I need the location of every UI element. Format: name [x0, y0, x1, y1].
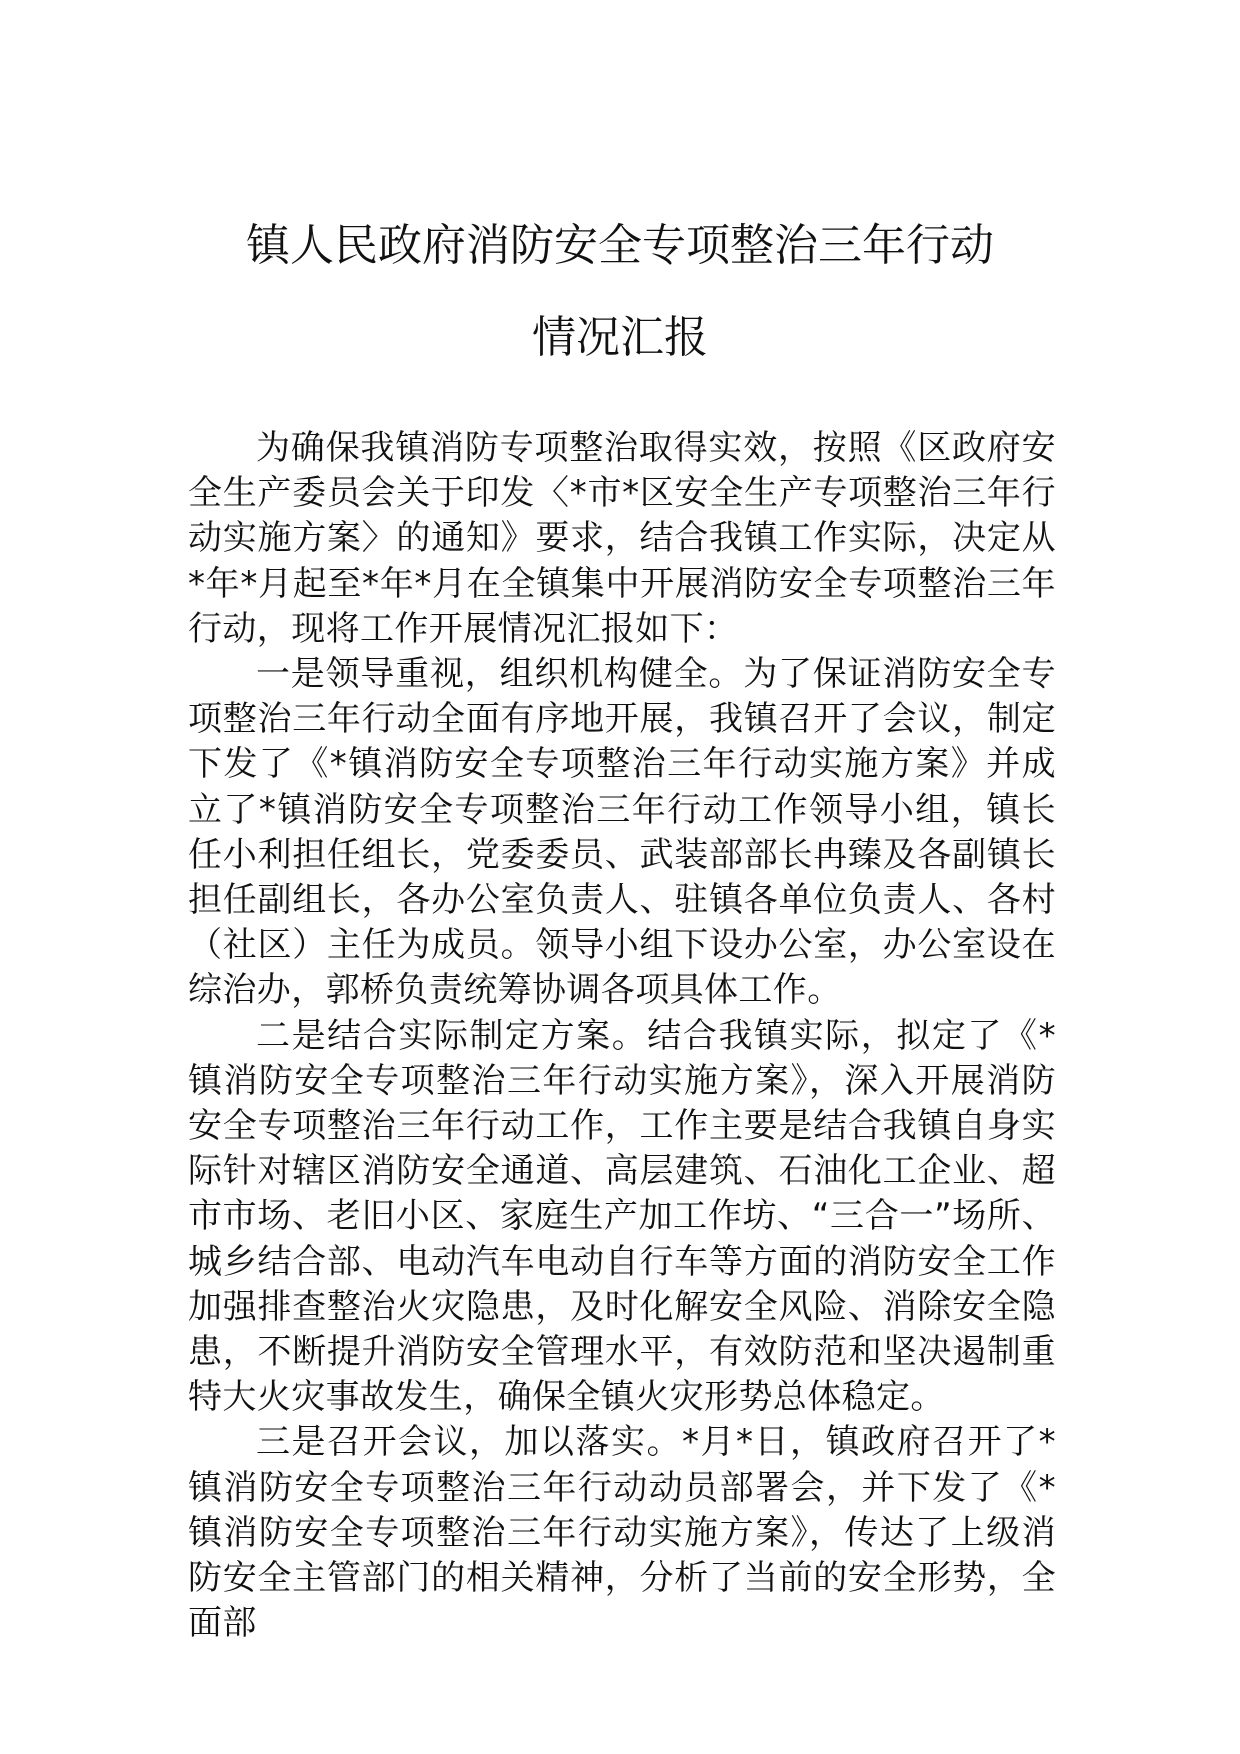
paragraph-intro: 为确保我镇消防专项整治取得实效，按照《区政府安全生产委员会关于印发〈*市*区安全生产专项整治三年行动实施方案〉的通知》要求，结合我镇工作实际，决定从*年*月起至*年*月在全镇集中开展消防安全专项整治三年行动，现将工作开展情况汇报如下：	[188, 428, 1056, 649]
paragraph-point-3: 三是召开会议，加以落实。*月*日，镇政府召开了*镇消防安全专项整治三年行动动员部署会，并下发了《*镇消防安全专项整治三年行动实施方案》，传达了上级消防安全主管部门的相关精神，分析了当前的安全形势，全面部	[188, 1422, 1056, 1644]
document-title-line-2: 情况汇报	[532, 312, 708, 363]
document-body	[188, 426, 1056, 1646]
document-title-line-1: 镇人民政府消防安全专项整治三年行动	[246, 220, 994, 271]
paragraph-point-1: 一是领导重视，组织机构健全。为了保证消防安全专项整治三年行动全面有序地开展，我镇召开了会议，制定下发了《*镇消防安全专项整治三年行动实施方案》并成立了*镇消防安全专项整治三年行动工作领导小组，镇长任小利担任组长，党委委员、武装部部长冉臻及各副镇长担任副组长，各办公室负责人、驻镇各单位负责人、各村（社区）主任为成员。领导小组下设办公室，办公室设在综治办，郭桥负责统筹协调各项具体工作。	[188, 654, 1056, 1011]
paragraph-point-2: 二是结合实际制定方案。结合我镇实际，拟定了《*镇消防安全专项整治三年行动实施方案》，深入开展消防安全专项整治三年行动工作，工作主要是结合我镇自身实际针对辖区消防安全通道、高层建筑、石油化工企业、超市市场、老旧小区、家庭生产加工作坊、“三合一”场所、城乡结合部、电动汽车电动自行车等方面的消防安全工作加强排查整治火灾隐患，及时化解安全风险、消除安全隐患，不断提升消防安全管理水平，有效防范和坚决遏制重特大火灾事故发生，确保全镇火灾形势总体稳定。	[188, 1015, 1056, 1418]
